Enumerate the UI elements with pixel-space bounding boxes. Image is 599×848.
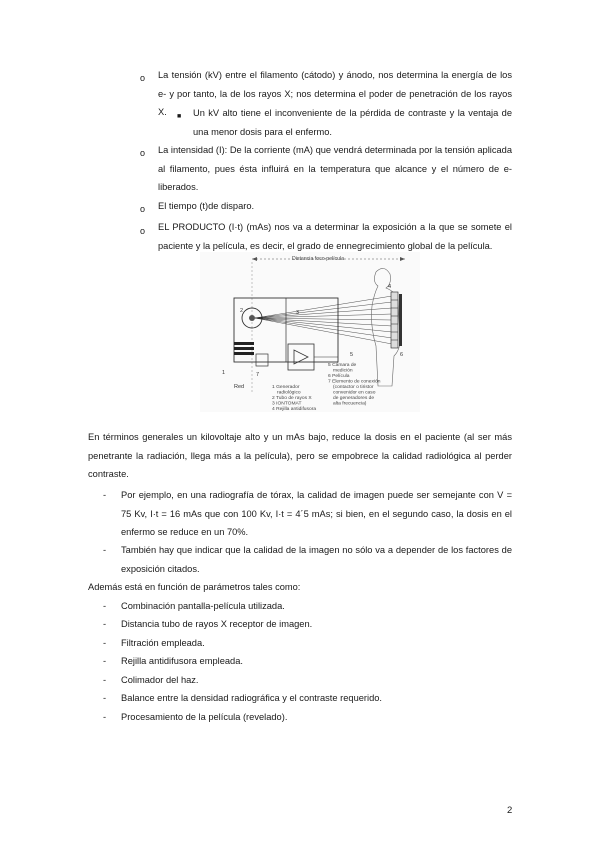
- list-item: Balance entre la densidad radiográfica y el contraste requerido.: [121, 693, 382, 703]
- figure-number: 3: [296, 310, 300, 316]
- list-item: Rejilla antidifusora empleada.: [121, 656, 243, 666]
- list-item: Procesamiento de la película (revelado).: [121, 712, 288, 722]
- list-item: Filtración empleada.: [121, 638, 205, 648]
- dash-marker: -: [103, 712, 107, 722]
- legend-right-line: de generadores de: [333, 396, 375, 401]
- legend-right-line: 5 Cámara de: [328, 363, 357, 368]
- dash-marker: -: [103, 693, 107, 703]
- dash-marker: -: [103, 619, 107, 629]
- xray-setup-figure: [200, 252, 420, 412]
- figure-number: 5: [350, 352, 354, 358]
- legend-right-line: medición: [333, 368, 353, 374]
- subbullet-kv-note: Un kV alto tiene el inconveniente de la pérdida de contraste y la ventaja de una menor dosis para el enfermo.: [193, 108, 512, 137]
- bullet-intensity: La intensidad (I): De la corriente (mA) que vendrá determinada por la tensión aplicada al filamento, pues ésta influirá en la temperatura que alcance y el número de e- liberados.: [158, 145, 512, 192]
- legend-left-line: radiológico: [277, 390, 301, 396]
- legend-right-line: 7 Elemento de conexión: [328, 379, 381, 385]
- legend-left-line: 2 Tubo de rayos X: [272, 396, 312, 401]
- figure-number: 7: [256, 372, 260, 378]
- bullet-product: EL PRODUCTO (I·t) (mAs) nos va a determinar la exposición a la que se somete el paciente y la película, es decir, el grado de ennegrecimiento global de la película.: [158, 222, 512, 251]
- intro-parameters: Además está en función de parámetros tales como:: [88, 582, 301, 592]
- paragraph-general: En términos generales un kilovoltaje alto y un mAs bajo, reduce la dosis en el paciente (al ser más penetrante la radiación, llega más a la película), pero se empobrece la calidad radiológica al perder contraste.: [88, 432, 512, 479]
- bullet-marker: o: [140, 73, 146, 83]
- dash-marker: -: [103, 601, 107, 611]
- legend-right-line: (contactor o tiristor: [333, 385, 374, 390]
- dash-marker: -: [103, 490, 107, 500]
- legend-right-line: alta frecuencia): [333, 401, 367, 407]
- figure-number: 4: [388, 284, 392, 290]
- dash-marker: -: [103, 675, 107, 685]
- red-label: Red: [234, 384, 245, 390]
- dash-marker: -: [103, 638, 107, 648]
- legend-left-line: 3 IONTOMAT: [272, 401, 302, 407]
- legend-right-line: convenidor en caso: [333, 390, 376, 396]
- distance-label: Distancia foco-película: [292, 256, 345, 262]
- bullet-marker: o: [140, 204, 146, 214]
- bullet-marker: o: [140, 226, 146, 236]
- dash-item-quality: También hay que indicar que la calidad de la imagen no sólo va a depender de los factores de exposición citados.: [121, 545, 512, 574]
- bullet-time: El tiempo (t)de disparo.: [158, 201, 255, 211]
- figure-number: 1: [222, 370, 226, 376]
- list-item: Distancia tubo de rayos X receptor de imagen.: [121, 619, 313, 629]
- list-item: Combinación pantalla-película utilizada.: [121, 601, 285, 611]
- legend-left-line: 4 Rejilla antidifusora: [272, 407, 317, 412]
- page-number: 2: [507, 805, 513, 816]
- legend-left-line: 1 Generador: [272, 385, 300, 390]
- dash-marker: -: [103, 656, 107, 666]
- figure-number: 2: [240, 308, 244, 314]
- bullet-kv: La tensión (kV) entre el filamento (cátodo) y ánodo, nos determina la energía de los e- y por tanto, la de los rayos X; nos determina el poder de penetración de los rayos X.: [158, 70, 512, 117]
- dash-marker: -: [103, 545, 107, 555]
- square-bullet-marker: ■: [177, 113, 182, 120]
- bullet-marker: o: [140, 148, 146, 158]
- dash-item-example: Por ejemplo, en una radiografía de tórax, la calidad de imagen puede ser semejante con V = 75 Kv, I·t = 16 mAs que con 100 Kv, I·t = 4´5 mAs; si bien, en el segundo caso, la dosis en el enfermo se reduce en un 70%.: [121, 490, 512, 537]
- list-item: Colimador del haz.: [121, 675, 199, 685]
- legend-right-line: 6 Película: [328, 374, 350, 379]
- figure-number: 6: [400, 352, 404, 358]
